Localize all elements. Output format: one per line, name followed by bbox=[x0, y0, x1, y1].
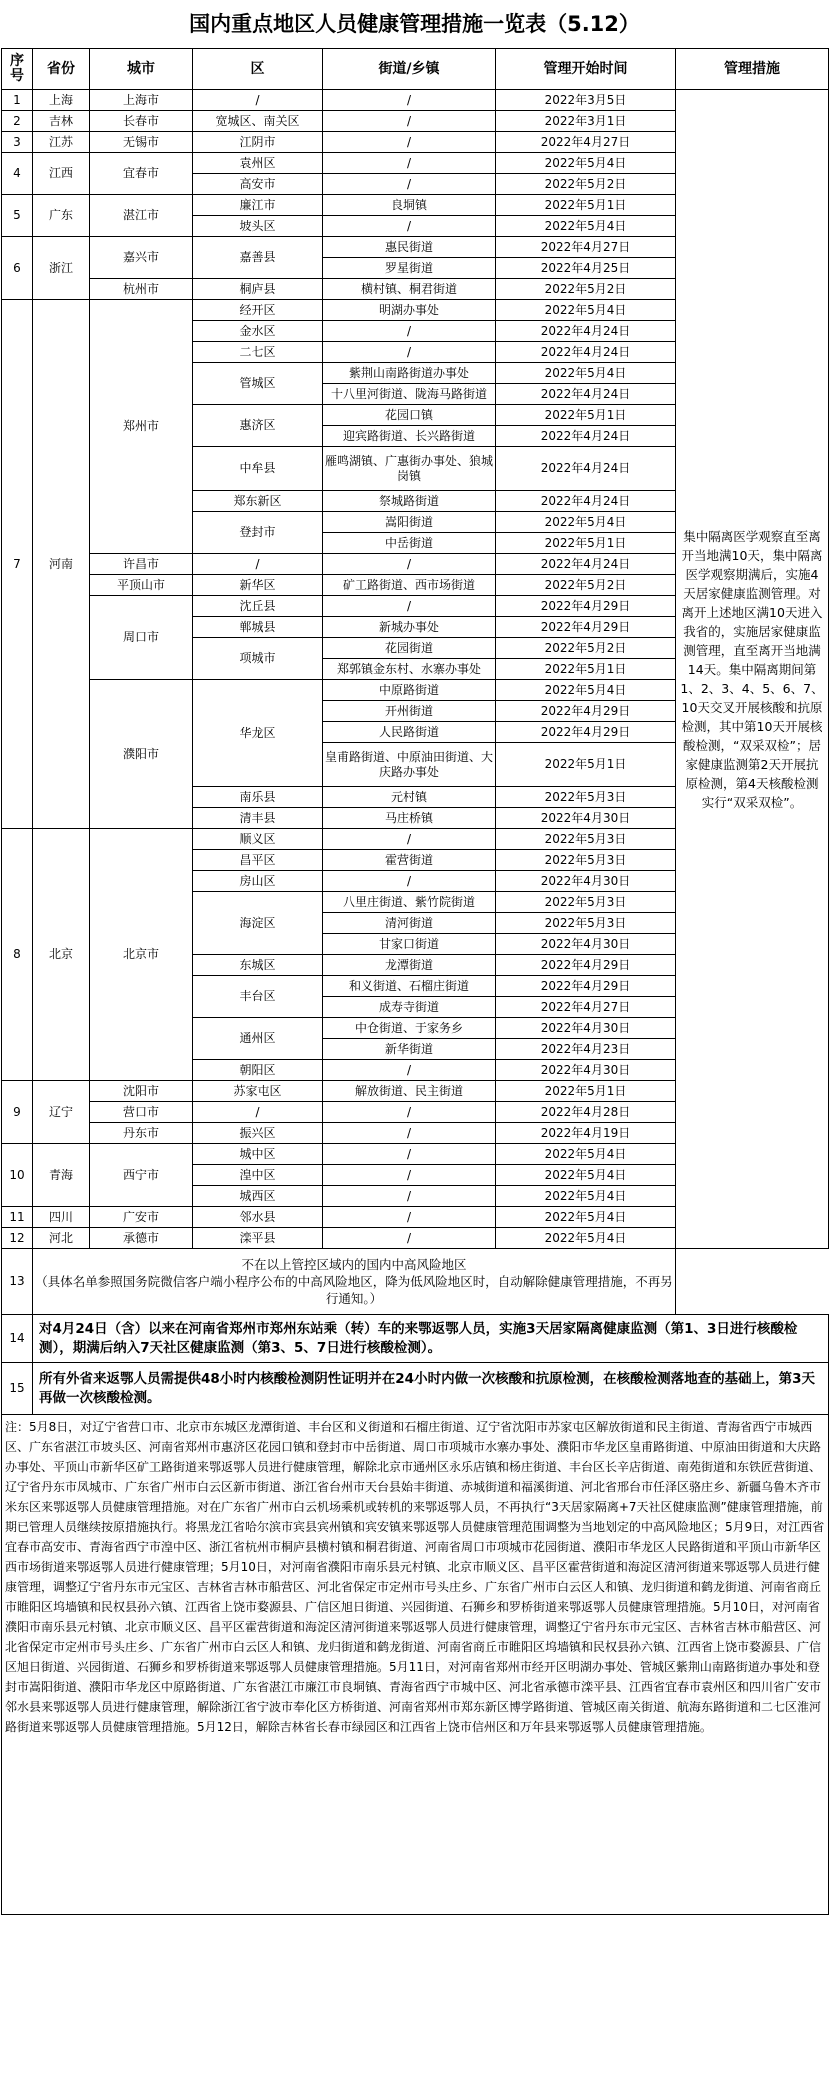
date-cell: 2022年4月24日 bbox=[496, 554, 676, 575]
city-cell: 杭州市 bbox=[90, 279, 193, 300]
street-cell: 祭城路街道 bbox=[323, 491, 496, 512]
date-cell: 2022年4月30日 bbox=[496, 1060, 676, 1081]
date-cell: 2022年5月3日 bbox=[496, 850, 676, 871]
district-cell: 通州区 bbox=[193, 1018, 323, 1060]
index-cell: 5 bbox=[2, 195, 33, 237]
date-cell: 2022年5月1日 bbox=[496, 195, 676, 216]
date-cell: 2022年5月4日 bbox=[496, 1228, 676, 1249]
index-cell: 6 bbox=[2, 237, 33, 300]
date-cell: 2022年4月29日 bbox=[496, 617, 676, 638]
date-cell: 2022年4月24日 bbox=[496, 321, 676, 342]
street-cell: / bbox=[323, 174, 496, 195]
province-cell: 江西 bbox=[33, 153, 90, 195]
footnote-row bbox=[2, 1415, 829, 1915]
date-cell: 2022年5月4日 bbox=[496, 216, 676, 237]
date-cell: 2022年5月1日 bbox=[496, 743, 676, 787]
street-cell: 人民路街道 bbox=[323, 722, 496, 743]
street-cell: 甘家口街道 bbox=[323, 934, 496, 955]
street-cell: / bbox=[323, 342, 496, 363]
city-cell: 上海市 bbox=[90, 90, 193, 111]
district-cell: 金水区 bbox=[193, 321, 323, 342]
district-cell: 中牟县 bbox=[193, 447, 323, 491]
header-district: 区 bbox=[193, 49, 323, 90]
city-cell: 濮阳市 bbox=[90, 680, 193, 829]
street-cell: / bbox=[323, 111, 496, 132]
street-cell: 新城办事处 bbox=[323, 617, 496, 638]
street-cell: 嵩阳街道 bbox=[323, 512, 496, 533]
date-cell: 2022年4月27日 bbox=[496, 132, 676, 153]
index-cell: 11 bbox=[2, 1207, 33, 1228]
street-cell: 清河街道 bbox=[323, 913, 496, 934]
index-cell: 10 bbox=[2, 1144, 33, 1207]
district-cell: 管城区 bbox=[193, 363, 323, 405]
district-cell: 海淀区 bbox=[193, 892, 323, 955]
city-cell: 郑州市 bbox=[90, 300, 193, 554]
district-cell: 丰台区 bbox=[193, 976, 323, 1018]
date-cell: 2022年4月24日 bbox=[496, 384, 676, 405]
city-cell: 营口市 bbox=[90, 1102, 193, 1123]
street-cell: 开州街道 bbox=[323, 701, 496, 722]
date-cell: 2022年4月23日 bbox=[496, 1039, 676, 1060]
district-cell: 昌平区 bbox=[193, 850, 323, 871]
district-cell: 滦平县 bbox=[193, 1228, 323, 1249]
street-cell: 十八里河街道、陇海马路街道 bbox=[323, 384, 496, 405]
city-cell: 无锡市 bbox=[90, 132, 193, 153]
street-cell: 中原路街道 bbox=[323, 680, 496, 701]
district-cell: 顺义区 bbox=[193, 829, 323, 850]
district-cell: 清丰县 bbox=[193, 808, 323, 829]
row14-text: 对4月24日（含）以来在河南省郑州市郑州东站乘（转）车的来鄂返鄂人员，实施3天居家隔离健康监测（第1、3日进行核酸检测），期满后纳入7天社区健康监测（第3、5、7日进行核酸检测）。 bbox=[33, 1315, 829, 1363]
date-cell: 2022年4月28日 bbox=[496, 1102, 676, 1123]
street-cell: 花园街道 bbox=[323, 638, 496, 659]
date-cell: 2022年5月4日 bbox=[496, 1186, 676, 1207]
date-cell: 2022年5月4日 bbox=[496, 512, 676, 533]
street-cell: 中岳街道 bbox=[323, 533, 496, 554]
table-header-row bbox=[2, 49, 829, 90]
index-cell: 7 bbox=[2, 300, 33, 829]
street-cell: / bbox=[323, 1186, 496, 1207]
district-cell: 惠济区 bbox=[193, 405, 323, 447]
table-body bbox=[2, 90, 829, 1915]
province-cell: 吉林 bbox=[33, 111, 90, 132]
street-cell: / bbox=[323, 1060, 496, 1081]
province-cell: 江苏 bbox=[33, 132, 90, 153]
district-cell: 沈丘县 bbox=[193, 596, 323, 617]
date-cell: 2022年4月30日 bbox=[496, 1018, 676, 1039]
header-province: 省份 bbox=[33, 49, 90, 90]
district-cell: 郸城县 bbox=[193, 617, 323, 638]
city-cell: 宜春市 bbox=[90, 153, 193, 195]
date-cell: 2022年4月24日 bbox=[496, 426, 676, 447]
date-cell: 2022年4月30日 bbox=[496, 808, 676, 829]
street-cell: / bbox=[323, 554, 496, 575]
note-row-15 bbox=[2, 1363, 829, 1415]
city-cell: 丹东市 bbox=[90, 1123, 193, 1144]
street-cell: 皇甫路街道、中原油田街道、大庆路办事处 bbox=[323, 743, 496, 787]
province-cell: 青海 bbox=[33, 1144, 90, 1207]
province-cell: 浙江 bbox=[33, 237, 90, 300]
index-cell: 12 bbox=[2, 1228, 33, 1249]
date-cell: 2022年5月4日 bbox=[496, 680, 676, 701]
province-cell: 北京 bbox=[33, 829, 90, 1081]
date-cell: 2022年4月29日 bbox=[496, 701, 676, 722]
city-cell: 西宁市 bbox=[90, 1144, 193, 1207]
district-cell: 湟中区 bbox=[193, 1165, 323, 1186]
date-cell: 2022年4月27日 bbox=[496, 997, 676, 1018]
district-cell: 二七区 bbox=[193, 342, 323, 363]
row15-index: 15 bbox=[2, 1363, 33, 1415]
measures-table bbox=[1, 48, 829, 1915]
district-cell: 坡头区 bbox=[193, 216, 323, 237]
street-cell: 良垌镇 bbox=[323, 195, 496, 216]
date-cell: 2022年5月4日 bbox=[496, 363, 676, 384]
district-cell: 朝阳区 bbox=[193, 1060, 323, 1081]
city-cell: 长春市 bbox=[90, 111, 193, 132]
street-cell: / bbox=[323, 1102, 496, 1123]
date-cell: 2022年5月3日 bbox=[496, 913, 676, 934]
date-cell: 2022年4月29日 bbox=[496, 955, 676, 976]
row13-index: 13 bbox=[2, 1249, 33, 1315]
district-cell: 城西区 bbox=[193, 1186, 323, 1207]
street-cell: 惠民街道 bbox=[323, 237, 496, 258]
date-cell: 2022年5月4日 bbox=[496, 1165, 676, 1186]
page-title: 国内重点地区人员健康管理措施一览表（5.12） bbox=[189, 12, 640, 36]
date-cell: 2022年5月4日 bbox=[496, 300, 676, 321]
date-cell: 2022年5月4日 bbox=[496, 153, 676, 174]
street-cell: 横村镇、桐君街道 bbox=[323, 279, 496, 300]
footnote-text: 注：5月8日，对辽宁省营口市、北京市东城区龙潭街道、丰台区和义街道和石榴庄街道、辽宁省沈阳市苏家屯区解放街道和民主街道、青海省西宁市城西区、广东省湛江市坡头区、河南省郑州市惠济区花园口镇和登封市中岳街道、周口市项城市水寨办事处、濮阳市华龙区皇甫路街道、中原油田街道和大庆路办事处、平顶山市新华区矿工路街道来鄂返鄂人员进行健康管理，解除北京市通州区永乐店镇和杨庄街道、丰台区长辛店街道、南苑街道和东铁匠营街道、辽宁省丹东市凤城市、广东省广州市白云区新市街道、浙江省台州市天台县始丰街道、赤城街道和福溪街道、河北省邢台市任泽区骆庄乡、新疆乌鲁木齐市米东区来鄂返鄂人员健康管理措施。对在广东省广州市白云机场乘机或转机的来鄂返鄂人员，不再执行“3天居家隔离+7天社区健康监测”健康管理措施，前期已管理人员继续按原措施执行。将黑龙江省哈尔滨市宾县宾州镇和宾安镇来鄂返鄂人员健康管理范围调整为当地划定的中高风险地区；5月9日，对江西省宜春市高安市、青海省西宁市湟中区、浙江省杭州市桐庐县横村镇和桐君街道、河南省周口市项城市花园街道、濮阳市华龙区人民路街道和平顶山市新华区西市场街道来鄂返鄂人员进行健康管理；5月10日，对河南省濮阳市南乐县元村镇、北京市顺义区、昌平区霍营街道和海淀区清河街道来鄂返鄂人员进行健康管理，调整辽宁省丹东市元宝区、吉林省吉林市船营区、河北省保定市定州市号头庄乡、广东省广州市白云区人和镇、龙归街道和鹤龙街道、河南省商丘市睢阳区坞墙镇和民权县孙六镇、江西省上饶市婺源县、广信区旭日街道、兴园街道、石狮乡和罗桥街道来鄂返鄂人员健康管理措施。5月10日，对河南省濮阳市南乐县元村镇、北京市顺义区、昌平区霍营街道和海淀区清河街道来鄂返鄂人员进行健康管理，调整辽宁省丹东市元宝区、吉林省吉林市船营区、河北省保定市定州市号头庄乡、广东省广州市白云区人和镇、龙归街道和鹤龙街道、河南省商丘市睢阳区坞墙镇和民权县孙六镇、江西省上饶市婺源县、广信区旭日街道、兴园街道、石狮乡和罗桥街道来鄂返鄂人员健康管理措施。5月11日，对河南省郑州市经开区明湖办事处、管城区紫荆山南路街道办事处和登封市嵩阳街道、濮阳市华龙区中原路街道、广东省湛江市廉江市良垌镇、青海省西宁市城中区、河北省承德市滦平县、江西省宜春市袁州区和四川省广安市邻水县来鄂返鄂人员进行健康管理，解除浙江省宁波市奉化区方桥街道、河南省郑州市郑东新区博学路街道、管城区南关街道、航海东路街道和二七区淮河路街道来鄂返鄂人员健康管理措施。5月12日，解除吉林省长春市绿园区和江西省上饶市信州区和万年县来鄂返鄂人员健康管理措施。 bbox=[2, 1415, 829, 1915]
district-cell: 江阴市 bbox=[193, 132, 323, 153]
date-cell: 2022年4月27日 bbox=[496, 237, 676, 258]
district-cell: 宽城区、南关区 bbox=[193, 111, 323, 132]
street-cell: / bbox=[323, 153, 496, 174]
date-cell: 2022年4月24日 bbox=[496, 491, 676, 512]
street-cell: 迎宾路街道、长兴路街道 bbox=[323, 426, 496, 447]
province-cell: 河北 bbox=[33, 1228, 90, 1249]
date-cell: 2022年4月30日 bbox=[496, 871, 676, 892]
district-cell: 桐庐县 bbox=[193, 279, 323, 300]
street-cell: 龙潭街道 bbox=[323, 955, 496, 976]
date-cell: 2022年5月1日 bbox=[496, 533, 676, 554]
note-row-14 bbox=[2, 1315, 829, 1363]
header-city: 城市 bbox=[90, 49, 193, 90]
date-cell: 2022年4月29日 bbox=[496, 596, 676, 617]
province-cell: 四川 bbox=[33, 1207, 90, 1228]
date-cell: 2022年5月1日 bbox=[496, 405, 676, 426]
street-cell: / bbox=[323, 871, 496, 892]
row13-line2: （具体名单参照国务院微信客户端小程序公布的中高风险地区，降为低风险地区时，自动解除健康管理措施，不再另行通知。） bbox=[35, 1274, 673, 1306]
street-cell: / bbox=[323, 1228, 496, 1249]
index-cell: 3 bbox=[2, 132, 33, 153]
street-cell: 中仓街道、于家务乡 bbox=[323, 1018, 496, 1039]
district-cell: 新华区 bbox=[193, 575, 323, 596]
street-cell: 霍营街道 bbox=[323, 850, 496, 871]
district-cell: / bbox=[193, 90, 323, 111]
date-cell: 2022年5月4日 bbox=[496, 1207, 676, 1228]
date-cell: 2022年5月1日 bbox=[496, 659, 676, 680]
city-cell: 承德市 bbox=[90, 1228, 193, 1249]
row14-index: 14 bbox=[2, 1315, 33, 1363]
district-cell: 房山区 bbox=[193, 871, 323, 892]
district-cell: 南乐县 bbox=[193, 787, 323, 808]
street-cell: 明湖办事处 bbox=[323, 300, 496, 321]
city-cell: 沈阳市 bbox=[90, 1081, 193, 1102]
city-cell: 周口市 bbox=[90, 596, 193, 680]
street-cell: 解放街道、民主街道 bbox=[323, 1081, 496, 1102]
district-cell: / bbox=[193, 1102, 323, 1123]
date-cell: 2022年4月25日 bbox=[496, 258, 676, 279]
index-cell: 2 bbox=[2, 111, 33, 132]
city-cell: 许昌市 bbox=[90, 554, 193, 575]
row13-text bbox=[33, 1249, 676, 1315]
date-cell: 2022年5月3日 bbox=[496, 892, 676, 913]
street-cell: 和义街道、石榴庄街道 bbox=[323, 976, 496, 997]
date-cell: 2022年5月4日 bbox=[496, 1144, 676, 1165]
note-row-13 bbox=[2, 1249, 829, 1315]
street-cell: 罗星街道 bbox=[323, 258, 496, 279]
measures-cell: 集中隔离医学观察直至离开当地满10天，集中隔离医学观察期满后，实施4天居家健康监测管理。对离开上述地区满10天进入我省的，实施居家健康监测管理，直至离开当地满14天。集中隔离期间第1、2、3、4、5、6、7、10天交叉开展核酸和抗原检测，其中第10天开展核酸检测，“双采双检”；居家健康监测第2天开展抗原检测，第4天核酸检测实行“双采双检”。 bbox=[676, 90, 829, 1249]
street-cell: / bbox=[323, 1144, 496, 1165]
district-cell: 廉江市 bbox=[193, 195, 323, 216]
district-cell: 城中区 bbox=[193, 1144, 323, 1165]
street-cell: / bbox=[323, 1123, 496, 1144]
street-cell: 紫荆山南路街道办事处 bbox=[323, 363, 496, 384]
district-cell: 振兴区 bbox=[193, 1123, 323, 1144]
street-cell: / bbox=[323, 90, 496, 111]
street-cell: / bbox=[323, 132, 496, 153]
street-cell: / bbox=[323, 321, 496, 342]
date-cell: 2022年5月2日 bbox=[496, 638, 676, 659]
date-cell: 2022年5月3日 bbox=[496, 787, 676, 808]
header-street: 街道/乡镇 bbox=[323, 49, 496, 90]
district-cell: 郑东新区 bbox=[193, 491, 323, 512]
street-cell: / bbox=[323, 596, 496, 617]
date-cell: 2022年4月24日 bbox=[496, 447, 676, 491]
header-start-date: 管理开始时间 bbox=[496, 49, 676, 90]
street-cell: 新华街道 bbox=[323, 1039, 496, 1060]
date-cell: 2022年5月2日 bbox=[496, 575, 676, 596]
street-cell: 成寿寺街道 bbox=[323, 997, 496, 1018]
city-cell: 嘉兴市 bbox=[90, 237, 193, 279]
row15-text: 所有外省来返鄂人员需提供48小时内核酸检测阴性证明并在24小时内做一次核酸和抗原检测，在核酸检测落地查的基础上，第3天再做一次核酸检测。 bbox=[33, 1363, 829, 1415]
date-cell: 2022年5月1日 bbox=[496, 1081, 676, 1102]
district-cell: / bbox=[193, 554, 323, 575]
street-cell: 元村镇 bbox=[323, 787, 496, 808]
province-cell: 上海 bbox=[33, 90, 90, 111]
date-cell: 2022年4月24日 bbox=[496, 342, 676, 363]
district-cell: 高安市 bbox=[193, 174, 323, 195]
district-cell: 项城市 bbox=[193, 638, 323, 680]
street-cell: 马庄桥镇 bbox=[323, 808, 496, 829]
street-cell: 雁鸣湖镇、广惠街办事处、狼城岗镇 bbox=[323, 447, 496, 491]
street-cell: 花园口镇 bbox=[323, 405, 496, 426]
date-cell: 2022年5月2日 bbox=[496, 174, 676, 195]
district-cell: 邻水县 bbox=[193, 1207, 323, 1228]
street-cell: 矿工路街道、西市场街道 bbox=[323, 575, 496, 596]
date-cell: 2022年4月19日 bbox=[496, 1123, 676, 1144]
district-cell: 华龙区 bbox=[193, 680, 323, 787]
province-cell: 广东 bbox=[33, 195, 90, 237]
district-cell: 袁州区 bbox=[193, 153, 323, 174]
province-cell: 辽宁 bbox=[33, 1081, 90, 1144]
date-cell: 2022年4月29日 bbox=[496, 976, 676, 997]
index-cell: 9 bbox=[2, 1081, 33, 1144]
row13-line1: 不在以上管控区域内的国内中高风险地区 bbox=[241, 1257, 467, 1272]
street-cell: / bbox=[323, 829, 496, 850]
street-cell: / bbox=[323, 216, 496, 237]
district-cell: 经开区 bbox=[193, 300, 323, 321]
index-cell: 4 bbox=[2, 153, 33, 195]
date-cell: 2022年5月2日 bbox=[496, 279, 676, 300]
index-cell: 8 bbox=[2, 829, 33, 1081]
date-cell: 2022年3月1日 bbox=[496, 111, 676, 132]
city-cell: 广安市 bbox=[90, 1207, 193, 1228]
city-cell: 湛江市 bbox=[90, 195, 193, 237]
province-cell: 河南 bbox=[33, 300, 90, 829]
district-cell: 登封市 bbox=[193, 512, 323, 554]
header-index: 序号 bbox=[2, 49, 33, 90]
date-cell: 2022年4月30日 bbox=[496, 934, 676, 955]
date-cell: 2022年4月29日 bbox=[496, 722, 676, 743]
street-cell: 郑郭镇金东村、水寨办事处 bbox=[323, 659, 496, 680]
date-cell: 2022年5月3日 bbox=[496, 829, 676, 850]
district-cell: 苏家屯区 bbox=[193, 1081, 323, 1102]
city-cell: 平顶山市 bbox=[90, 575, 193, 596]
street-cell: 八里庄街道、紫竹院街道 bbox=[323, 892, 496, 913]
street-cell: / bbox=[323, 1207, 496, 1228]
district-cell: 东城区 bbox=[193, 955, 323, 976]
table-row bbox=[2, 90, 829, 111]
street-cell: / bbox=[323, 1165, 496, 1186]
district-cell: 嘉善县 bbox=[193, 237, 323, 279]
date-cell: 2022年3月5日 bbox=[496, 90, 676, 111]
index-cell: 1 bbox=[2, 90, 33, 111]
header-measures: 管理措施 bbox=[676, 49, 829, 90]
city-cell: 北京市 bbox=[90, 829, 193, 1081]
